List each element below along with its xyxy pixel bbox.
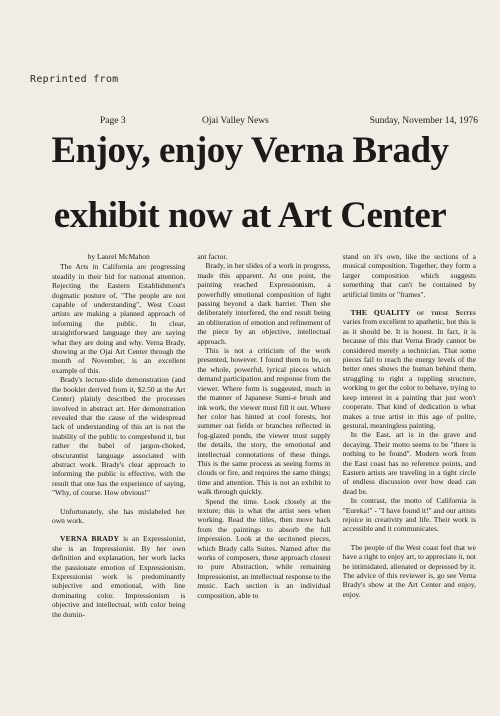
newspaper-name: Ojai Valley News (202, 116, 269, 126)
page-number: Page 3 (100, 116, 126, 126)
paragraph: Spend the time. Look closely at the texture; this is what the artist sees when working. Read the titles, then move back from the paintings to absorb the full impression. Look at the sectioned pieces, which Brady calls Suites. Named after the works of composers, these approach closest to pure Abstraction, while remaining Impressionist, an intellectual response to the music. Each section is an individual composition, able to (197, 496, 331, 600)
paragraph-text: varies from excellent to apathetic, but this is as it should be. It is honest. In fact, it is because of this that Verna Brady cannot be considered merely a technician. That some pieces fail to reach the energy levels of the better ones shows the human behind them, struggling to right a toppling structure, working to get the color to behave, trying to keep interest in a painting that just won't cooperate. That kind of dedication is what makes a true artist in this age of polite, gestural, meaningless painting. (342, 317, 476, 430)
paragraph-text: is an Expressionist, she is an Impressionist. By her own definition and explanation, her work lacks the passionate emotion of Expressionism. Expressionist work is predominantly subjective and emotional, with line dominating color. Impressionism is objective and intellectual, with color being the domin- (52, 534, 186, 619)
paragraph: Brady, in her slides of a work in progress, made this apparent. At one point, the painting reached Expressionism, a powerfully emotional composition of light passing beyond a dark barrier. Then she deliberately interfered, the end result being an obliteration of emotion and refinement of the piece by an objective, intellectual approach. (197, 261, 331, 346)
paragraph: In the East, art is in the grave and decaying. Their motto seems to be "there is nothing to be found". Modern work from the East coast has no reference points, and Eastern artists are traveling in a tight circle of endless discussion over how dead can dead be. (342, 430, 476, 496)
paragraph: This is not a criticism of the work presented, however. I found them to be, on the whole, powerful, lyrical pieces which demand participation and response from the viewer. Where form is suggested, much in the manner of Japanese Sumi-e brush and ink work, the viewer must fill it out. Where her color has hinted at cool forests, hot summer oat fields or branches reflected in fog-glazed ponds, the viewer must supply the details, the story, the emotional and intellectual connotations of these things. This is the same process as seeing forms in clouds or fire, and requires the same things; time and attention. This is not an exhibit to walk through quickly. (197, 346, 331, 497)
paragraph: ant factor. (197, 252, 228, 261)
article-column-1 (52, 252, 185, 702)
paragraph: Brady's lecture-slide demonstration (and the booklet derived from it, $2.50 at the Art Center) plainly described the processes involved in abstract art. Her demonstration revealed that the cause of the widespread lack of understanding of this art is not the inability of the public to comprehend it, but rather the babel of jargon-choked, obscurantist language associated with abstract work. Brady's clear approach to informing the public is effective, with the result that one has the experience of saying, "Why, of course. How obvious!" (52, 375, 186, 498)
paragraph: The Arts in California are progressing steadily in their bid for national attention. Rejecting the Eastern Establishment's dogmatic posture of, "The people are not capable of understanding", West Coast artists are making a planned approach of informing the public. In clear, straightforward language they are saying what they are doing and why. Verna Brady, showing at the Ojai Art Center through the month of November, is an excellent example of this. (52, 262, 186, 375)
paragraph (52, 534, 185, 619)
article-body (52, 252, 476, 702)
article-column-3 (343, 252, 476, 702)
paragraph (343, 308, 476, 430)
headline-line-1: Enjoy, enjoy Verna Brady (51, 130, 449, 171)
lead-caps: VERNA BRADY (60, 534, 120, 544)
masthead (100, 116, 478, 130)
reprint-label: Reprinted from (30, 74, 119, 85)
paragraph: stand on it's own, like the sections of a musical composition. Together, they form a larger composition which suggests something that can't be contained by artificial limits or "frames". (342, 252, 476, 299)
paragraph: Unfortunately, she has mislabeled her own work. (52, 506, 186, 525)
headline-line-2: exhibit now at Art Center (53, 195, 447, 236)
article-column-2 (197, 252, 330, 702)
paragraph: The people of the West coast feel that we have a right to enjoy art, to appreciate it, not be intimidated, alienated or depressed by it. The advice of this reviewer is, go see Verna Brady's show at the Art Center and enjoy, enjoy. (342, 542, 476, 599)
paragraph: In contrast, the motto of California is "Eureka!" - "I have found it!" and our artists rejoice in creativity and life. Their work is accessible and it communicates. (342, 496, 476, 534)
lead-caps: THE QUALITY of these Suites (350, 308, 476, 318)
issue-date: Sunday, November 14, 1976 (369, 116, 478, 126)
byline: by Laurel McMahon (87, 252, 150, 261)
